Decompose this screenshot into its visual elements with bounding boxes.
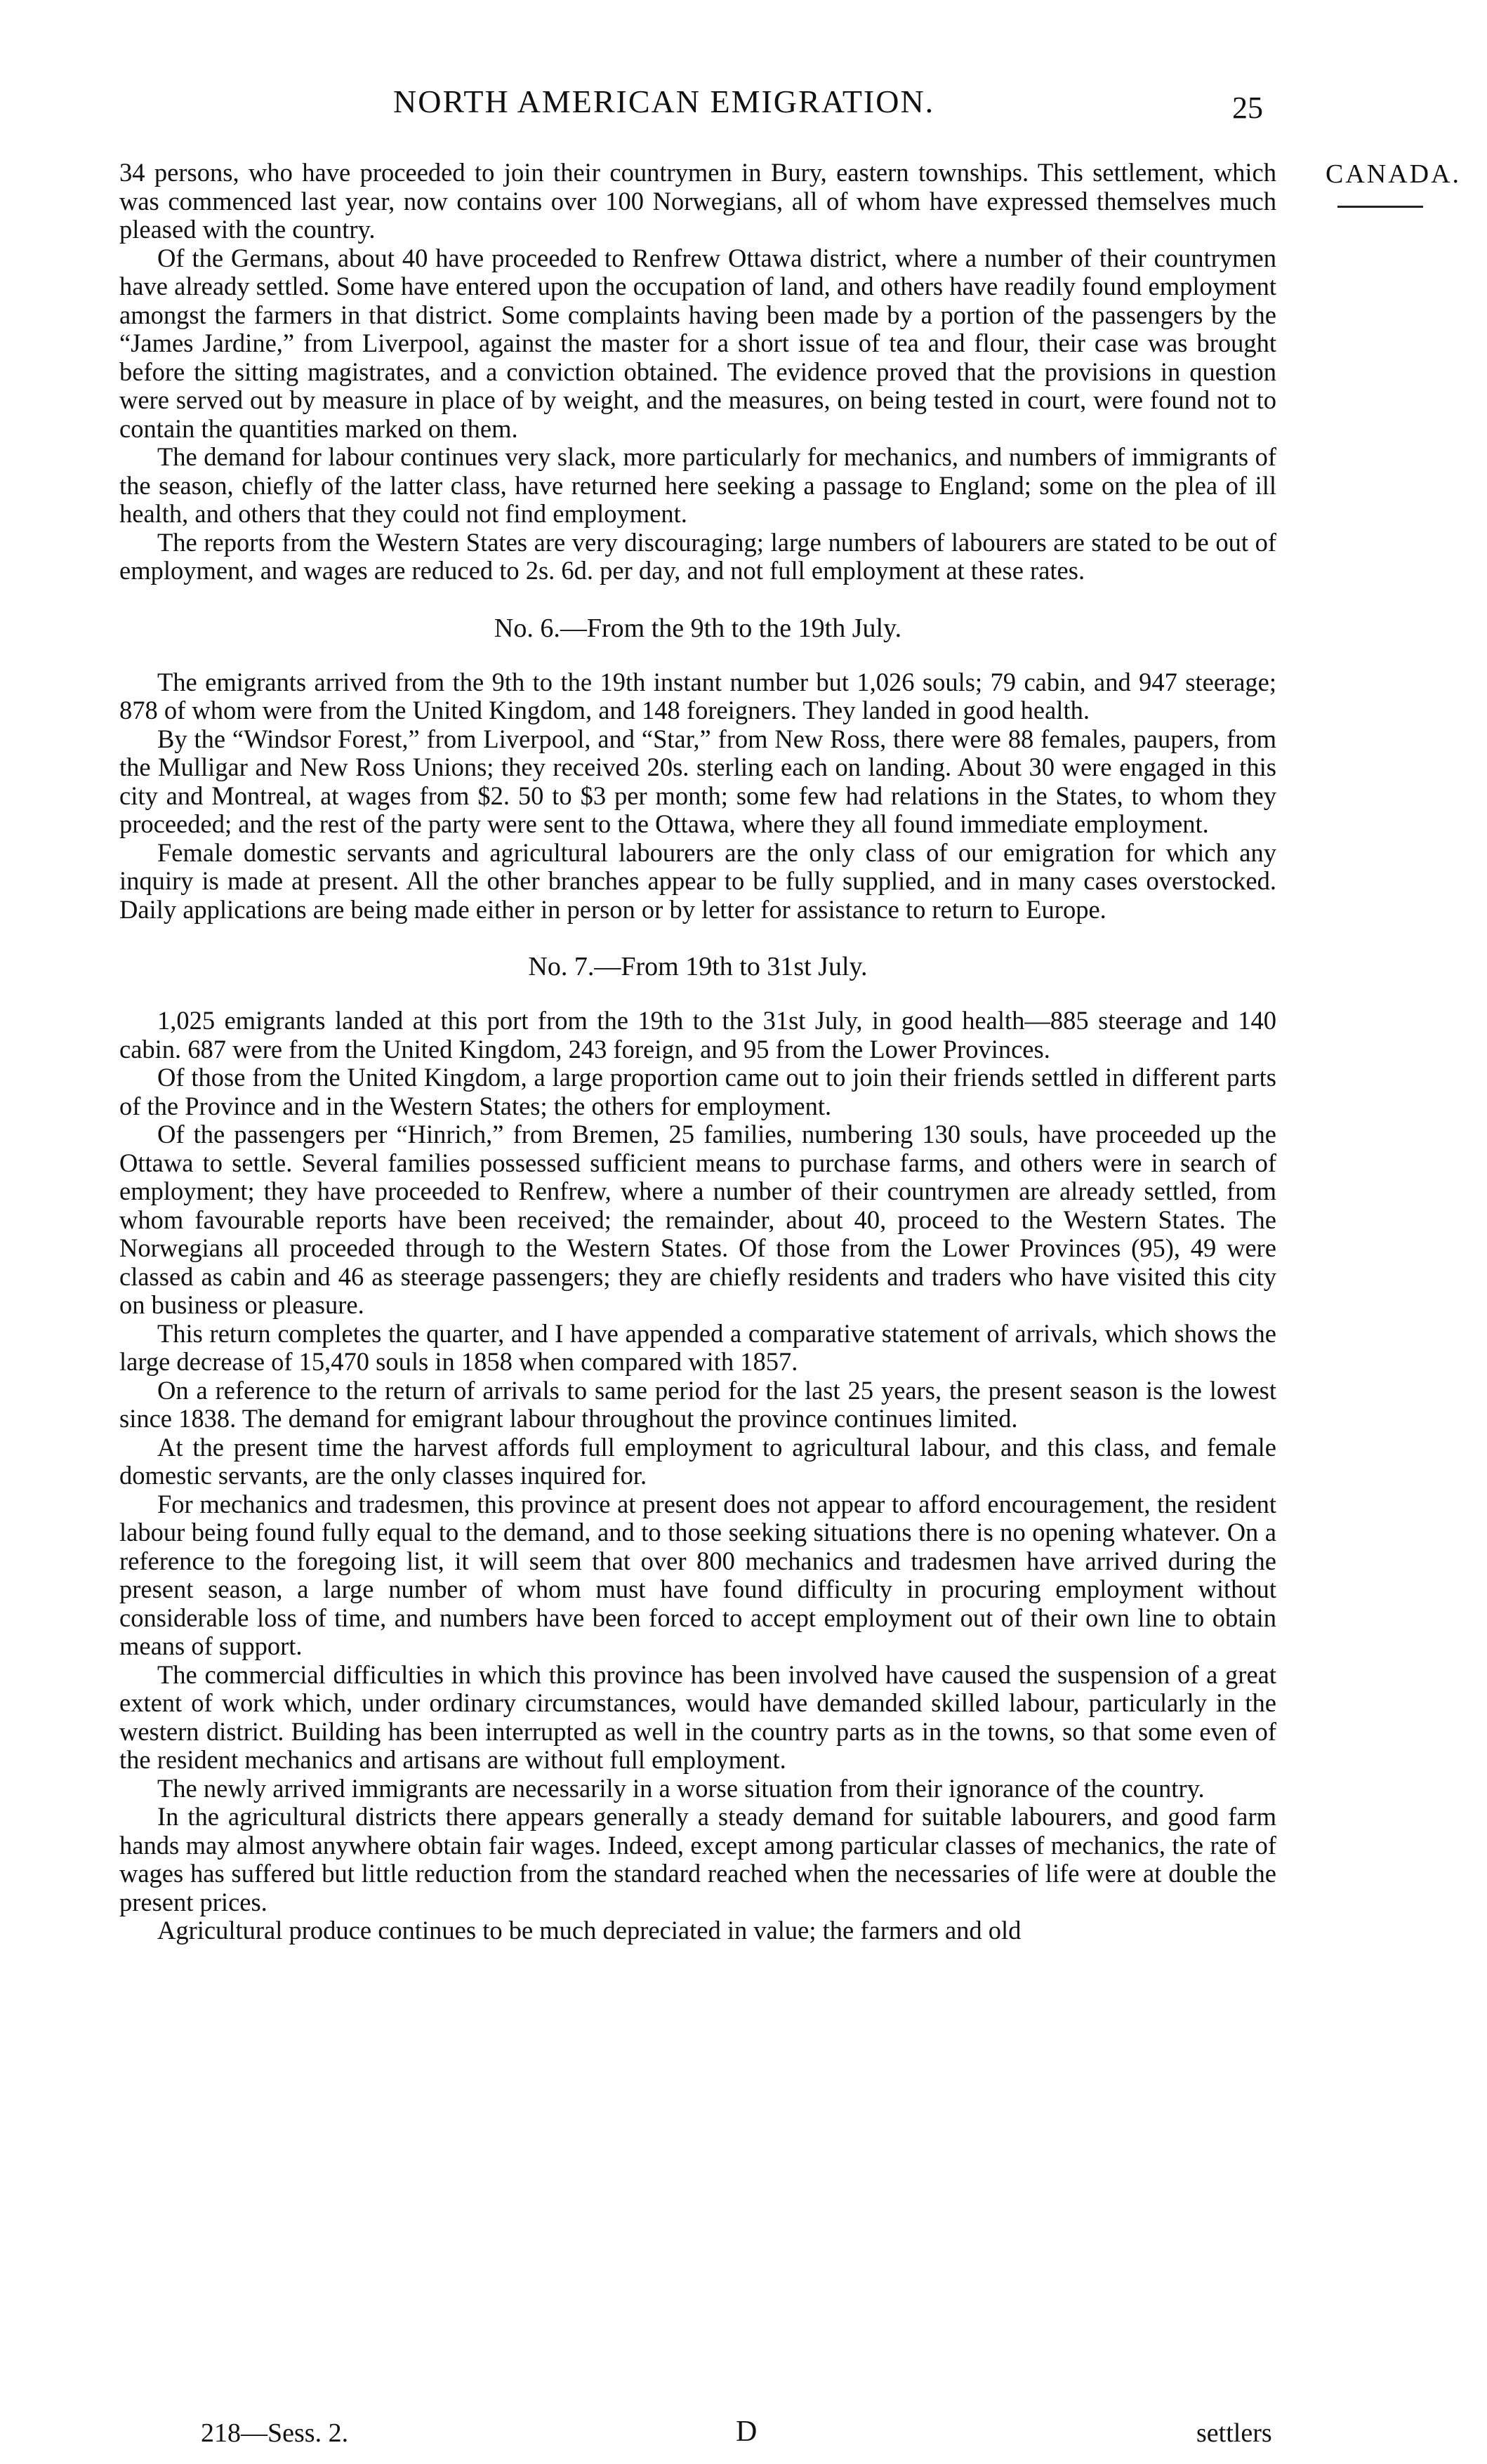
paragraph: 34 persons, who have proceeded to join their countrymen in Bury, eastern townships. This settlement, which was commenced last year, now contains over 100 Norwegians, all of whom have expressed themselves much pleased with the country. bbox=[119, 158, 1276, 244]
margin-note: CANADA. bbox=[1326, 159, 1462, 189]
paragraph: On a reference to the return of arrivals to same period for the last 25 years, the present season is the lowest since 1838. The demand for emigrant labour throughout the province continues limited. bbox=[119, 1375, 1276, 1433]
section-heading: No. 7.—From 19th to 31st July. bbox=[528, 952, 868, 981]
paragraph: The demand for labour continues very slack, more particularly for mechanics, and numbers of immigrants of the season, chiefly of the latter class, have returned here seeking a passage to England; some on the plea of ill health, and others that they could not find employment. bbox=[119, 442, 1276, 528]
paragraph: At the present time the harvest affords full employment to agricultural labour, and this class, and female domestic servants, are the only classes inquired for. bbox=[119, 1432, 1276, 1490]
paper-reference: 218—Sess. 2. bbox=[201, 2418, 349, 2448]
paragraph: Female domestic servants and agricultural labourers are the only class of our emigration for which any inquiry is made at present. All the other branches appear to be fully supplied, and in many cases overstocked. Daily applications are being made either in person or by letter for assistance to return to Europe. bbox=[119, 837, 1276, 924]
running-title: NORTH AMERICAN EMIGRATION. bbox=[393, 84, 935, 119]
paragraph: The newly arrived immigrants are necessarily in a worse situation from their ignorance of the country. bbox=[157, 1773, 1205, 1803]
paragraph: 1,025 emigrants landed at this port from the 19th to the 31st July, in good health—885 steerage and 140 cabin. 687 were from the United Kingdom, 243 foreign, and 95 from the Lower Provinces. bbox=[119, 1006, 1276, 1064]
signature-mark: D bbox=[736, 2416, 758, 2448]
paragraph: In the agricultural districts there appears generally a steady demand for suitable labourers, and good farm hands may almost anywhere obtain fair wages. Indeed, except among particular classes of mechanics, the rate of wages has suffered but little reduction from the standard reached when the necessaries of life were at double the present prices. bbox=[119, 1802, 1276, 1916]
paragraph: The emigrants arrived from the 9th to the 19th instant number but 1,026 souls; 79 cabin, and 947 steerage; 878 of whom were from the United Kingdom, and 148 foreigners. They landed in good health. bbox=[119, 667, 1276, 724]
paragraph: The reports from the Western States are very discouraging; large numbers of labourers are stated to be out of employment, and wages are reduced to 2s. 6d. per day, and not full employment at these rates. bbox=[119, 527, 1276, 585]
paragraph: By the “Windsor Forest,” from Liverpool, and “Star,” from New Ross, there were 88 females, paupers, from the Mulligar and New Ross Unions; they received 20s. sterling each on landing. About 30 were engaged in this city and Montreal, at wages from $2. 50 to $3 per month; some few had relations in the States, to whom they proceeded; and the rest of the party were sent to the Ottawa, where they all found immediate employment. bbox=[119, 724, 1276, 838]
margin-rule bbox=[1337, 206, 1423, 208]
catchword: settlers bbox=[1196, 2418, 1272, 2448]
page-number: 25 bbox=[1232, 91, 1263, 125]
paragraph: Of those from the United Kingdom, a large proportion came out to join their friends settled in different parts of the Province and in the Western States; the others for employment. bbox=[119, 1063, 1276, 1120]
paragraph: Agricultural produce continues to be much depreciated in value; the farmers and old bbox=[157, 1916, 1022, 1945]
paragraph: The commercial difficulties in which this province has been involved have caused the suspension of a great extent of work which, under ordinary circumstances, would have demanded skilled labour, particularly in the western district. Building has been interrupted as well in the country parts as in the towns, so that some even of the resident mechanics and artisans are without full employment. bbox=[119, 1660, 1276, 1774]
paragraph: Of the passengers per “Hinrich,” from Bremen, 25 families, numbering 130 souls, have proceeded up the Ottawa to settle. Several families possessed sufficient means to purchase farms, and others were in search of employment; they have proceeded to Renfrew, where a number of their countrymen are already settled, from whom favourable reports have been received; the remainder, about 40, proceed to the Western States. The Norwegians all proceeded through to the Western States. Of those from the Lower Provinces (95), 49 were classed as cabin and 46 as steerage passengers; they are chiefly residents and traders who have visited this city on business or pleasure. bbox=[119, 1120, 1276, 1319]
paragraph: For mechanics and tradesmen, this province at present does not appear to afford encouragement, the resident labour being found fully equal to the demand, and to those seeking situations there is no opening whatever. On a reference to the foregoing list, it will seem that over 800 mechanics and tradesmen have arrived during the present season, a large number of whom must have found difficulty in procuring employment without considerable loss of time, and numbers have been forced to accept employment out of their own line to obtain means of support. bbox=[119, 1489, 1276, 1660]
paragraph: This return completes the quarter, and I have appended a comparative statement of arrivals, which shows the large decrease of 15,470 souls in 1858 when compared with 1857. bbox=[119, 1318, 1276, 1376]
text-column bbox=[119, 159, 1276, 1945]
section-heading: No. 6.—From the 9th to the 19th July. bbox=[494, 613, 902, 643]
paragraph: Of the Germans, about 40 have proceeded to Renfrew Ottawa district, where a number of their countrymen have already settled. Some have entered upon the occupation of land, and others have readily found employment amongst the farmers in that district. Some complaints having been made by a portion of the passengers by the “James Jardine,” from Liverpool, against the master for a short issue of tea and flour, their case was brought before the sitting magistrates, and a conviction obtained. The evidence proved that the provisions in question were served out by measure in place of by weight, and the measures, on being tested in court, were found not to contain the quantities marked on them. bbox=[119, 243, 1276, 443]
